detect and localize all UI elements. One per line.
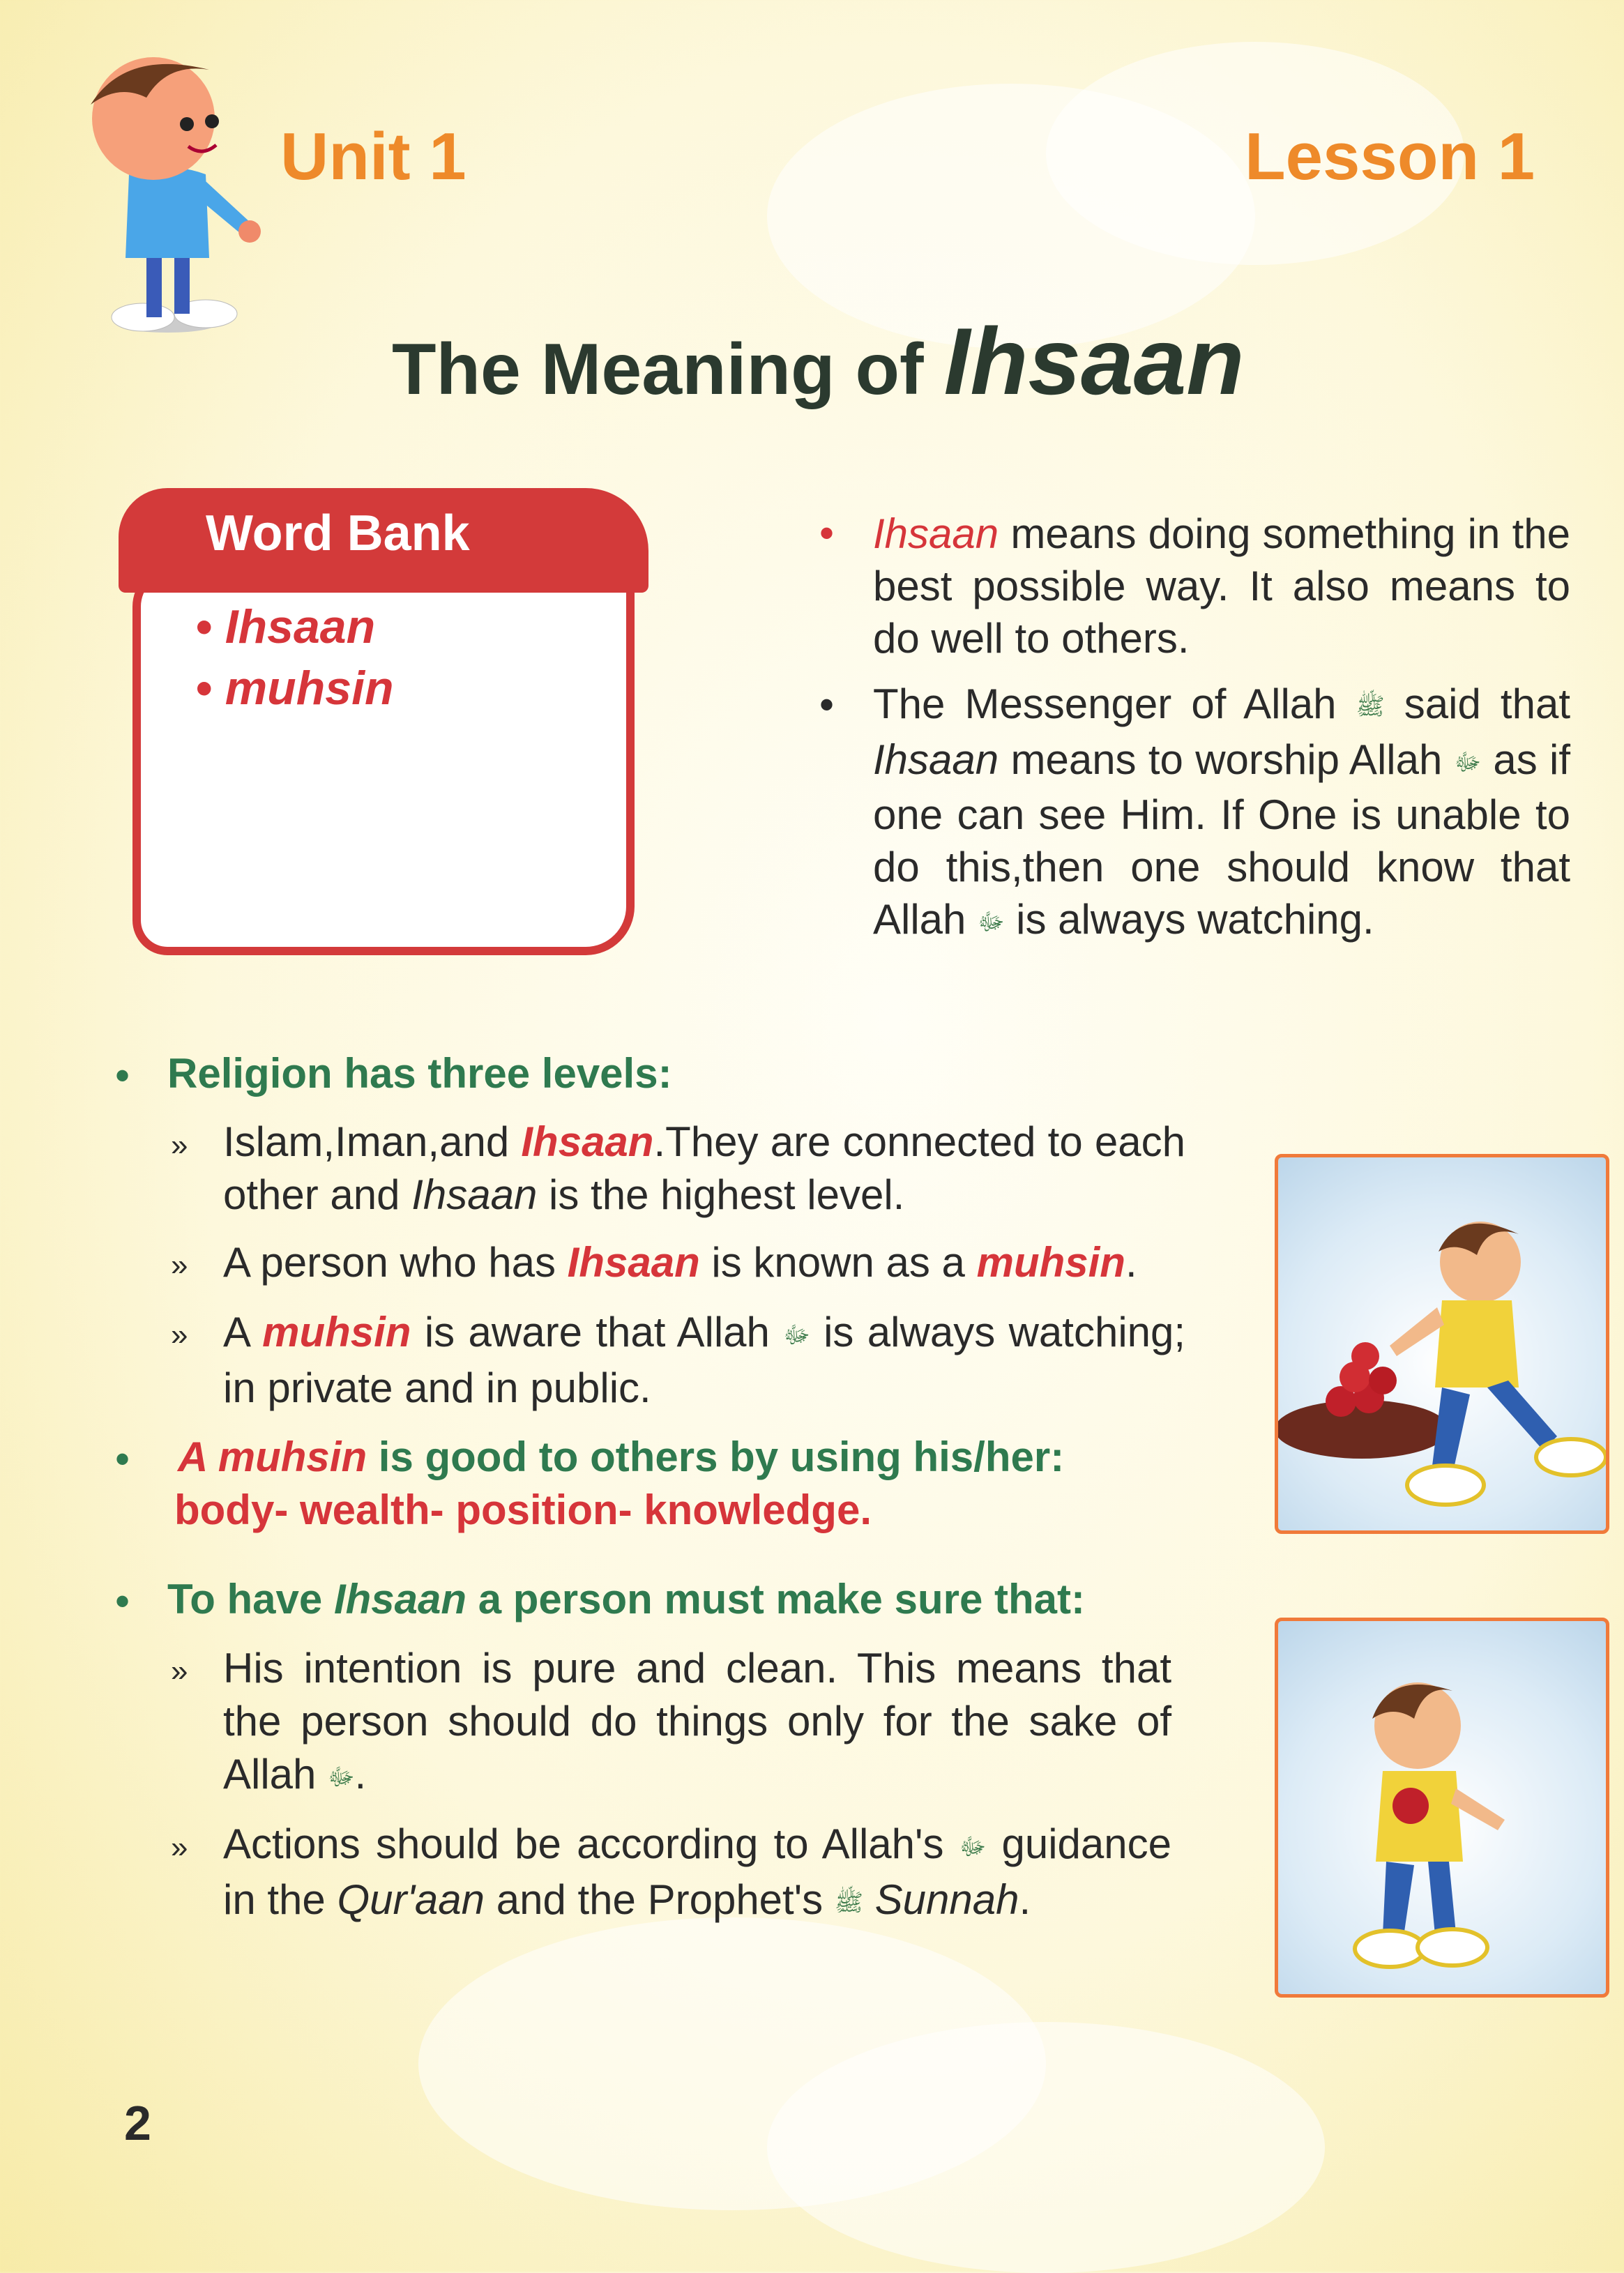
word-bank-header — [119, 488, 648, 593]
arrow-bullet: » — [171, 1830, 188, 1864]
arrow-bullet: » — [171, 1654, 188, 1688]
levels-item-2: A person who has Ihsaan is known as a muhsin. — [223, 1239, 1137, 1286]
allah-seal-icon: ﷻ — [959, 1833, 987, 1862]
prophet-seal-icon: ﷺ — [834, 1889, 863, 1917]
page-title-prefix: The Meaning of — [392, 329, 924, 410]
good-to-others-list: body- wealth- position- knowledge. — [174, 1487, 872, 1533]
allah-seal-icon: ﷻ — [783, 1321, 810, 1350]
levels-item-3: A muhsin is aware that Allah ﷻ is always watching; in private and in public. — [223, 1309, 1186, 1412]
page-number: 2 — [124, 2096, 151, 2150]
boy-mascot-illustration — [63, 42, 272, 335]
arrow-bullet: » — [171, 1318, 188, 1352]
word-bank-box — [119, 488, 655, 969]
bullet-dot: • — [115, 1436, 130, 1482]
intro-paragraph-2: The Messenger of Allah ﷺ said that Ihsaan means to worship Allah ﷻ as if one can see Him. If One is unable to do this,then one should know that Allah ﷻ is always watching. — [873, 681, 1571, 943]
word-bank-term: • muhsin — [195, 662, 394, 715]
unit-label: Unit 1 — [280, 119, 466, 194]
good-to-others-statement: A muhsin is good to others by using his/her: — [178, 1434, 1065, 1480]
crying-boy-illustration — [1275, 1618, 1609, 1998]
page-title-word: Ihsaan — [943, 308, 1245, 414]
intro-paragraph-1: Ihsaan means doing something in the best possible way. It also means to do well to others. — [873, 510, 1570, 662]
allah-seal-icon: ﷻ — [328, 1763, 355, 1792]
levels-heading: Religion has three levels: — [167, 1050, 672, 1097]
arrow-bullet: » — [171, 1128, 188, 1162]
boy-with-fruit-illustration — [1275, 1154, 1609, 1534]
prophet-seal-icon: ﷺ — [1356, 692, 1385, 721]
requirements-item-2: Actions should be according to Allah's ﷻ guidance in the Qur'aan and the Prophet's ﷺ Sunnah. — [223, 1820, 1172, 1924]
requirements-item-1: His intention is pure and clean. This means that the person should do things only for the sake of Allah ﷻ. — [223, 1645, 1171, 1797]
allah-seal-icon: ﷻ — [978, 908, 1005, 936]
bg-cloud — [767, 2022, 1325, 2273]
lesson-label: Lesson 1 — [1245, 119, 1535, 194]
allah-seal-icon: ﷻ — [1454, 748, 1482, 777]
arrow-bullet: » — [171, 1248, 188, 1282]
bullet-dot: • — [115, 1578, 130, 1625]
requirements-heading: To have Ihsaan a person must make sure that: — [167, 1576, 1085, 1622]
word-bank-title: Word Bank — [206, 505, 470, 561]
bullet-dot: • — [819, 510, 835, 556]
levels-item-1: Islam,Iman,and Ihsaan.They are connected to each other and Ihsaan is the highest level. — [223, 1118, 1185, 1218]
page-title — [392, 307, 1244, 416]
bullet-dot: • — [115, 1052, 130, 1099]
bullet-dot: • — [819, 681, 835, 728]
word-bank-term: • Ihsaan — [195, 600, 376, 653]
